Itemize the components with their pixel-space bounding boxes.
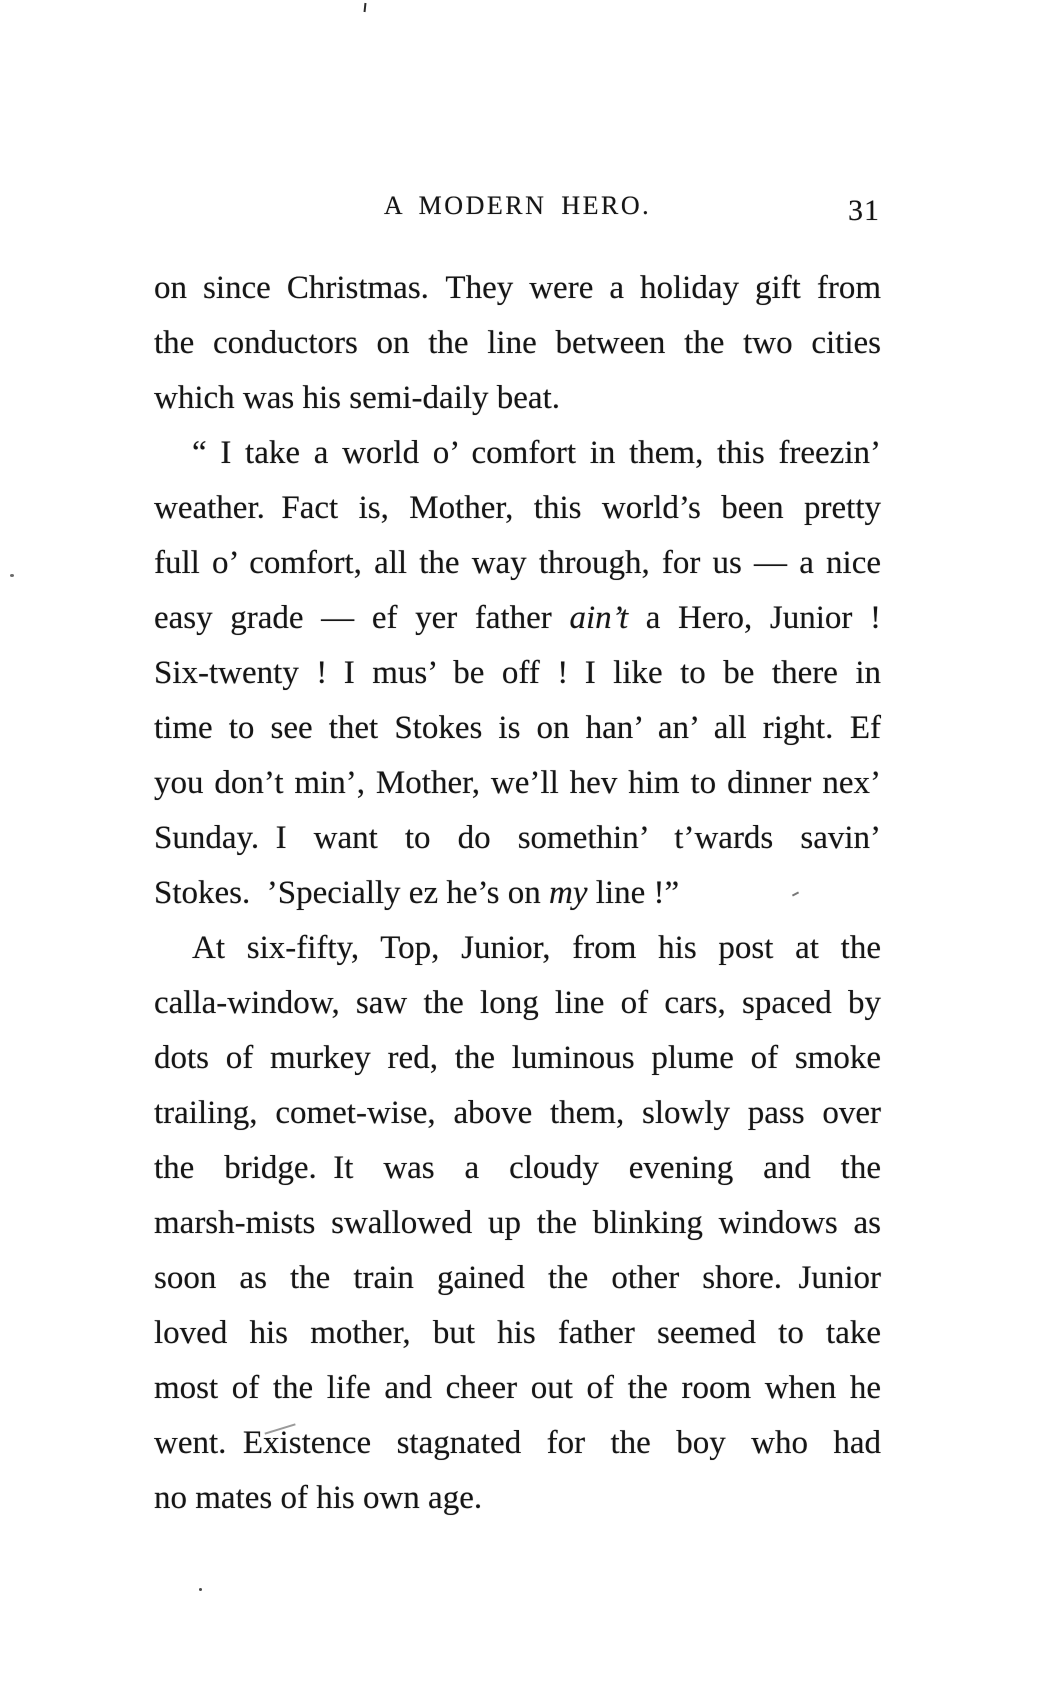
text-segment: the conductors on the line between the two cities (154, 325, 881, 361)
text-segment: full o’ comfort, all the way through, for us — a nice (154, 545, 881, 581)
text-segment: the bridge. It was a cloudy evening and the (154, 1150, 881, 1186)
text-segment: weather. Fact is, Mother, this world’s been pretty (154, 490, 881, 526)
italic-text-segment: ain’t (569, 600, 629, 636)
text-line (154, 1361, 881, 1416)
running-head-title: A MODERN HERO. (383, 191, 652, 220)
text-line (154, 811, 881, 866)
scan-artifact (364, 3, 367, 12)
text-line (154, 1031, 881, 1086)
text-line (154, 1196, 881, 1251)
text-segment: calla-window, saw the long line of cars, spaced by (154, 985, 881, 1021)
text-line (154, 1251, 881, 1306)
text-segment: At six-fifty, Top, Junior, from his post at the (192, 930, 881, 966)
text-segment: a Hero, Junior ! (628, 600, 881, 636)
italic-text-segment: my (549, 875, 588, 911)
text-segment: on since Christmas. They were a holiday gift from (154, 270, 881, 306)
text-segment: you don’t min’, Mother, we’ll hev him to dinner nex’ (154, 765, 881, 801)
text-line (154, 1141, 881, 1196)
text-line (154, 261, 881, 316)
text-line (154, 1416, 881, 1471)
text-segment: soon as the train gained the other shore. Junior (154, 1260, 881, 1296)
text-segment: loved his mother, but his father seemed to take (154, 1315, 881, 1351)
text-line (154, 426, 881, 481)
text-segment: Stokes. ’Specially ez he’s on (154, 875, 550, 911)
text-segment: easy grade — ef yer father (154, 600, 570, 636)
text-line (154, 756, 881, 811)
text-segment: “ I take a world o’ comfort in them, this freezin’ (192, 435, 881, 471)
text-line (154, 371, 881, 426)
text-segment: trailing, comet-wise, above them, slowly pass over (154, 1095, 881, 1131)
text-line (154, 1306, 881, 1361)
text-segment: marsh-mists swallowed up the blinking windows as (154, 1205, 881, 1241)
text-segment: dots of murkey red, the luminous plume of smoke (154, 1040, 881, 1076)
text-segment: Six-twenty ! I mus’ be off ! I like to be there in (154, 655, 881, 691)
text-line (154, 1471, 881, 1526)
text-segment: Sunday. I want to do somethin’ t’wards savin’ (154, 820, 881, 856)
text-segment: which was his semi-daily beat. (154, 380, 560, 416)
text-line (154, 976, 881, 1031)
text-line (154, 536, 881, 591)
text-segment: time to see thet Stokes is on han’ an’ all right. Ef (154, 710, 881, 746)
scan-artifact (10, 574, 14, 577)
text-line (154, 866, 881, 921)
text-line (154, 646, 881, 701)
text-line (154, 1086, 881, 1141)
scan-artifact (199, 1588, 202, 1591)
text-line (154, 701, 881, 756)
page-number: 31 (848, 194, 880, 227)
text-block (154, 261, 881, 1526)
text-line (154, 591, 881, 646)
text-line (154, 481, 881, 536)
text-segment: line !” (587, 875, 680, 911)
text-segment: went. Existence stagnated for the boy who had (154, 1425, 881, 1461)
text-segment: most of the life and cheer out of the room when he (154, 1370, 881, 1406)
text-line (154, 921, 881, 976)
text-segment: no mates of his own age. (154, 1480, 483, 1516)
text-line (154, 316, 881, 371)
